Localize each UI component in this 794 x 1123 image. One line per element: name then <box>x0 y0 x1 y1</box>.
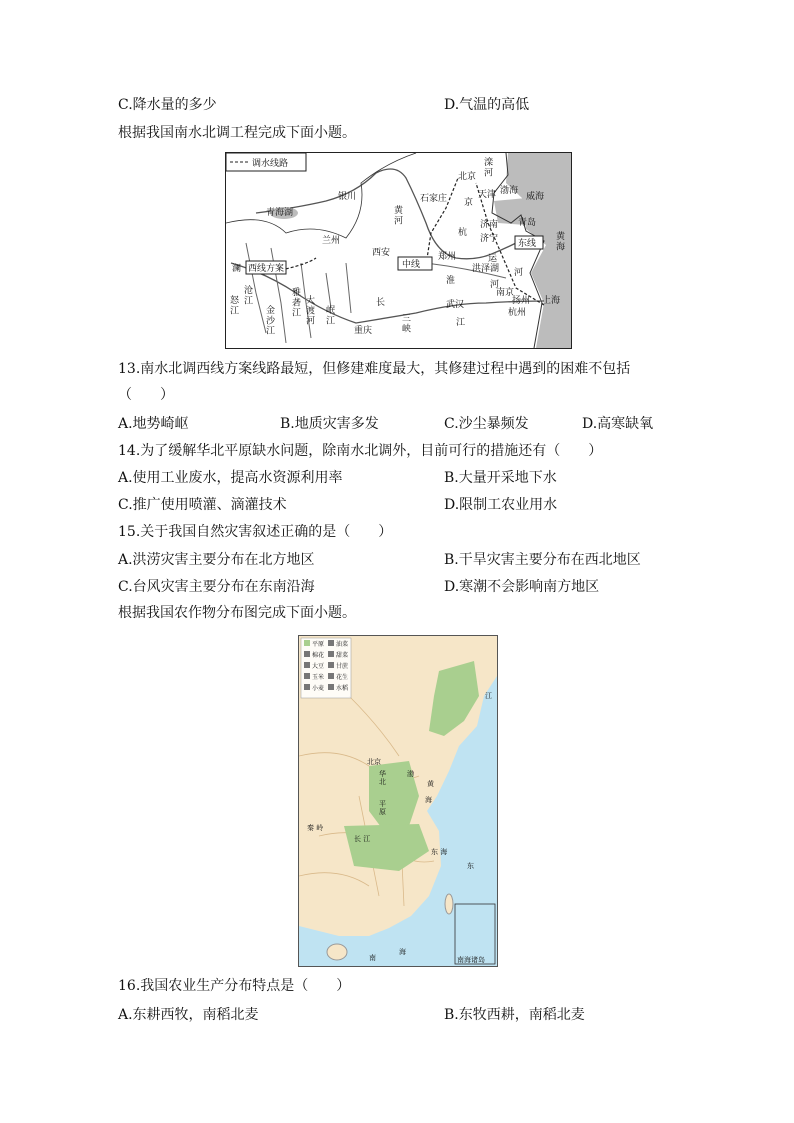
map-label-pingyuan: 平原 <box>379 800 386 817</box>
map-label-qingdao: 青岛 <box>518 218 537 228</box>
q12-option-d: D.气温的高低 <box>444 97 530 113</box>
map-label-qinling: 秦 岭 <box>307 824 324 832</box>
map-label-hangzhou: 杭州 <box>508 308 527 318</box>
map-label-hai: 海 <box>425 796 432 804</box>
q13-stem: 13.南水北调西线方案线路最短，但修建难度最大，其修建过程中遇到的困难不包括 <box>118 361 631 377</box>
legend-label: 玉米 <box>312 674 325 681</box>
q14-option-d: D.限制工农业用水 <box>444 497 558 513</box>
map-label-hai2: 海 <box>399 948 406 956</box>
map-label-huang: 黄 <box>427 780 434 788</box>
map-label-nanjing: 南京 <box>496 288 515 298</box>
map-label-xian: 西安 <box>372 248 391 258</box>
map-label-huang-he: 黄河 <box>394 206 404 227</box>
legend-swatch <box>328 673 334 679</box>
q14-stem: 14.为了缓解华北平原缺水问题，除南水北调外，目前可行的措施还有（ ） <box>118 443 603 459</box>
map-label-jiang: 江 <box>485 692 492 700</box>
map-label-lanzhou: 兰州 <box>322 236 341 246</box>
legend-swatch <box>304 684 310 690</box>
map-label-sanxia: 三峡 <box>402 314 412 335</box>
map-label-qinghai-lake: 青海湖 <box>266 208 294 218</box>
legend-label: 小麦 <box>312 685 325 692</box>
legend-label: 花生 <box>336 674 349 681</box>
map-label-jinsha: 金沙江 <box>266 306 276 337</box>
map-label-yinchuan: 银川 <box>338 192 357 202</box>
q13-option-d: D.高寒缺氧 <box>582 416 654 432</box>
map-label-bohai: 渤海 <box>500 186 519 196</box>
map1-legend-label: 调水线路 <box>252 159 289 169</box>
map-label-tianjin: 天津 <box>478 190 497 200</box>
map-label-donghai: 东 海 <box>431 848 448 856</box>
section-intro-crops: 根据我国农作物分布图完成下面小题。 <box>118 605 356 621</box>
q15-option-b: B.干旱灾害主要分布在西北地区 <box>444 552 641 568</box>
map-label-beijing: 北京 <box>367 758 381 766</box>
q14-option-a: A.使用工业废水，提高水资源利用率 <box>118 470 343 486</box>
map-label-huai: 淮 <box>446 276 456 286</box>
legend-label: 大豆 <box>312 663 325 670</box>
map-label-west-line: 西线方案 <box>248 264 285 274</box>
map-label-middle-line: 中线 <box>402 260 421 270</box>
crop-distribution-map <box>298 635 498 967</box>
map-label-bo: 渤 <box>407 770 414 778</box>
legend-label: 棉花 <box>312 652 325 659</box>
map-label-dadu: 大渡河 <box>306 296 316 327</box>
map-label-jining: 济宁 <box>480 234 499 244</box>
q16-option-a: A.东耕西牧，南稻北麦 <box>118 1007 259 1023</box>
map-label-jinan: 济南 <box>480 220 499 230</box>
q13-blank: （ ） <box>118 387 174 403</box>
legend-label: 甜菜 <box>336 652 349 659</box>
section-intro-water-transfer: 根据我国南水北调工程完成下面小题。 <box>118 125 356 141</box>
q14-option-c: C.推广使用喷灌、滴灌技术 <box>118 497 287 513</box>
legend-label: 甘蔗 <box>336 663 349 670</box>
legend-label: 平原 <box>312 641 325 648</box>
legend-swatch <box>304 673 310 679</box>
map-label-lan: 澜 <box>232 264 242 274</box>
map-label-yangzhou: 扬州 <box>512 296 531 306</box>
legend-swatch <box>328 684 334 690</box>
legend-swatch <box>328 662 334 668</box>
map-label-nu: 怒江 <box>230 296 240 317</box>
map-label-jiang: 江 <box>456 318 466 328</box>
legend-swatch <box>328 640 334 646</box>
map-label-hongze: 洪泽湖 <box>472 264 500 274</box>
q15-option-c: C.台风灾害主要分布在东南沿海 <box>118 579 315 595</box>
q13-option-a: A.地势崎岖 <box>118 416 189 432</box>
q13-option-c: C.沙尘暴频发 <box>444 416 529 432</box>
q13-option-b: B.地质灾害多发 <box>280 416 379 432</box>
map-label-chang: 长 <box>376 298 386 308</box>
q15-stem: 15.关于我国自然灾害叙述正确的是（ ） <box>118 524 393 540</box>
q12-option-c: C.降水量的多少 <box>118 97 217 113</box>
q16-option-b: B.东牧西耕，南稻北麦 <box>444 1007 585 1023</box>
legend-label: 水稻 <box>336 685 349 692</box>
map-label-wuhan: 武汉 <box>446 300 465 310</box>
map-label-yalong: 雅砻江 <box>292 288 302 319</box>
q14-option-b: B.大量开采地下水 <box>444 470 557 486</box>
legend-swatch <box>304 651 310 657</box>
map-label-east-line: 东线 <box>518 239 537 249</box>
map-label-he-small: 河 <box>514 268 524 278</box>
map-label-beijing: 北京 <box>458 172 477 182</box>
water-diversion-map <box>225 152 572 349</box>
map-label-changjiang: 长 江 <box>354 835 371 843</box>
legend-swatch <box>328 651 334 657</box>
map-label-cang: 沧江 <box>244 286 254 307</box>
map-label-dong: 东 <box>467 862 474 870</box>
map-label-shanghai: 上海 <box>542 296 561 306</box>
map-label-zhengzhou: 郑州 <box>438 252 457 262</box>
legend-swatch <box>304 662 310 668</box>
q16-stem: 16.我国农业生产分布特点是（ ） <box>118 978 351 994</box>
map-label-jing: 京 <box>464 198 474 208</box>
map-label-weihai: 威海 <box>526 192 545 202</box>
map-label-river: 河 <box>490 280 500 290</box>
map-label-nan: 南 <box>369 954 376 962</box>
map-label-huabei: 华北 <box>379 770 386 787</box>
legend-label: 油菜 <box>336 641 349 648</box>
map-label-min: 岷江 <box>326 306 336 327</box>
map-label-luan-he: 滦河 <box>484 158 494 179</box>
q15-option-d: D.寒潮不会影响南方地区 <box>444 579 600 595</box>
legend-swatch <box>304 640 310 646</box>
map-label-shijiazhuang: 石家庄 <box>420 194 448 204</box>
q15-option-a: A.洪涝灾害主要分布在北方地区 <box>118 552 315 568</box>
map-label-yun-canal: 运 <box>488 254 498 264</box>
map-label-hang: 杭 <box>458 228 468 238</box>
map-label-huang-sea: 黄海 <box>556 232 566 253</box>
map-label-chongqing: 重庆 <box>354 326 373 336</box>
map-label-nanhai-inset: 南海诸岛 <box>457 956 485 964</box>
